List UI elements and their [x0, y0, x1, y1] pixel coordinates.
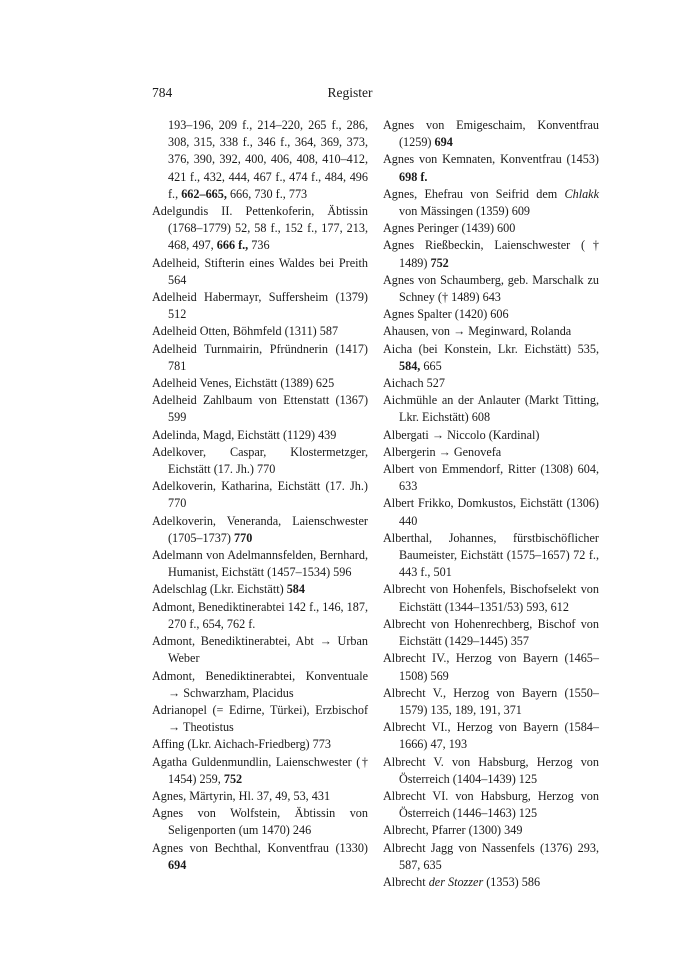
entry-text-after: 665	[420, 358, 442, 373]
entry-bold-page: 694	[434, 135, 453, 150]
entry-bold-page: 770	[234, 530, 253, 545]
entry-text: Agnes von Kemnaten, Konventfrau (1453)	[383, 152, 599, 167]
index-entry	[152, 478, 368, 512]
entry-text: Albert Frikko, Domkustos, Eichstätt (1306) 440	[383, 496, 599, 528]
index-entry	[383, 874, 599, 891]
index-entry	[383, 444, 599, 461]
index-entry	[383, 323, 599, 340]
entry-bold-page: 584,	[399, 358, 421, 373]
index-entry	[152, 203, 368, 255]
entry-text: Adelinda, Magd, Eichstätt (1129) 439	[152, 427, 337, 442]
index-entry	[383, 840, 599, 874]
index-entry	[152, 754, 368, 788]
entry-text: Alberthal, Johannes, fürstbischöflicher Baumeister, Eichstätt (1575–1657) 72 f., 443 f., 501	[383, 530, 599, 580]
index-entry	[152, 392, 368, 426]
index-entry	[383, 341, 599, 375]
index-entry	[383, 272, 599, 306]
index-entry	[383, 754, 599, 788]
entry-text: Affing (Lkr. Aichach-Friedberg) 773	[152, 737, 331, 752]
entry-text: Adelgundis II. Pettenkoferin, Äbtissin (1768–1779) 52, 58 f., 152 f., 177, 213, 468, 497,	[152, 204, 368, 253]
entry-bold-page: 662–665,	[181, 186, 227, 201]
index-entry	[152, 341, 368, 375]
index-entry	[152, 547, 368, 581]
entry-text: Admont, Benediktinerabtei, Konventuale → Schwarzham, Placidus	[152, 668, 368, 700]
entry-text: Albrecht V. von Habsburg, Herzog von Österreich (1404–1439) 125	[383, 754, 599, 786]
entry-bold-page: 752	[223, 771, 243, 786]
entry-text-after: (1353) 586	[483, 874, 541, 889]
entry-text: Adelheid, Stifterin eines Waldes bei Preith 564	[152, 255, 368, 287]
running-head: Register	[327, 85, 373, 100]
entry-text: Agnes von Schaumberg, geb. Marschalk zu Schney († 1489) 643	[383, 272, 599, 305]
entry-italic-name: Chlakk	[564, 186, 599, 201]
entry-text-after: 666, 730 f., 773	[226, 186, 308, 201]
entry-text: Agnes Peringer (1439) 600	[383, 221, 516, 236]
index-entry	[152, 427, 368, 444]
entry-italic-name: der Stozzer	[428, 874, 484, 889]
index-entry	[152, 375, 368, 392]
entry-text: Agnes Spalter (1420) 606	[383, 307, 509, 322]
index-entry	[152, 840, 368, 874]
entry-text-after: von Mässingen (1359) 609	[399, 204, 531, 219]
index-entry	[152, 702, 368, 736]
index-entry	[383, 788, 599, 822]
index-entry	[383, 117, 599, 151]
entry-text: Aichach 527	[383, 376, 445, 391]
entry-text: Agnes Rießbeckin, Laienschwester († 1489)	[383, 238, 599, 270]
entry-text: Agnes, Märtyrin, Hl. 37, 49, 53, 431	[152, 788, 331, 803]
index-entry	[152, 444, 368, 478]
index-entry	[383, 581, 599, 615]
index-entry	[152, 633, 368, 667]
entry-text: Albrecht	[383, 874, 429, 889]
index-entry	[383, 237, 599, 271]
entry-text: Adelkoverin, Katharina, Eichstätt (17. Jh.) 770	[152, 479, 368, 511]
page-number: 784	[152, 85, 173, 100]
index-entry	[383, 530, 599, 582]
entry-text: Adelschlag (Lkr. Eichstätt)	[152, 582, 287, 597]
index-entry	[383, 616, 599, 650]
entry-text: Albrecht, Pfarrer (1300) 349	[383, 823, 523, 838]
entry-text: Adelheid Otten, Böhmfeld (1311) 587	[152, 324, 339, 339]
entry-text: Adelheid Turnmairin, Pfründnerin (1417) 781	[152, 341, 368, 373]
entry-bold-page: 666 f.,	[216, 238, 249, 253]
index-entry	[152, 581, 368, 598]
entry-text: Albrecht von Hohenrechberg, Bischof von Eichstätt (1429–1445) 357	[383, 616, 599, 649]
index-entry	[152, 668, 368, 702]
entry-text: Ahausen, von → Meginward, Rolanda	[383, 324, 572, 339]
index-entry	[152, 323, 368, 340]
entry-text: Agnes von Bechthal, Konventfrau (1330)	[152, 840, 368, 855]
entry-text: Albrecht VI., Herzog von Bayern (1584–1666) 47, 193	[383, 720, 599, 752]
entry-text: Admont, Benediktinerabtei, Abt → Urban Weber	[152, 634, 368, 666]
entry-text: Agnes von Emigeschaim, Konventfrau (1259)	[383, 118, 599, 150]
entry-text: Albrecht V., Herzog von Bayern (1550–1579) 135, 189, 191, 371	[383, 685, 599, 717]
entry-text: Adelkover, Caspar, Klostermetzger, Eichstätt (17. Jh.) 770	[152, 444, 368, 477]
entry-text: Agnes von Wolfstein, Äbtissin von Seligenporten (um 1470) 246	[152, 806, 368, 838]
entry-text: Aichmühle an der Anlauter (Markt Titting, Lkr. Eichstätt) 608	[383, 393, 599, 425]
entry-bold-page: 584	[286, 582, 305, 597]
entry-text: Adrianopel (= Edirne, Türkei), Erzbischof → Theotistus	[152, 702, 368, 735]
right-column	[383, 117, 599, 891]
index-entry	[383, 186, 599, 220]
index-entry	[152, 736, 368, 753]
entry-text: Admont, Benediktinerabtei 142 f., 146, 187, 270 f., 654, 762 f.	[152, 599, 368, 631]
index-entry	[152, 805, 368, 839]
index-entry	[383, 650, 599, 684]
entry-bold-page: 694	[168, 857, 187, 872]
entry-text: Agnes, Ehefrau von Seifrid dem	[383, 186, 565, 201]
index-entry	[152, 513, 368, 547]
index-entry	[383, 427, 599, 444]
entry-text: Albrecht IV., Herzog von Bayern (1465–1508) 569	[383, 651, 599, 683]
entry-text: Albert von Emmendorf, Ritter (1308) 604, 633	[383, 462, 599, 494]
entry-text: Adelheid Zahlbaum von Ettenstatt (1367) 599	[152, 393, 368, 425]
entry-text: Albergati → Niccolo (Kardinal)	[383, 427, 540, 442]
index-entry	[383, 375, 599, 392]
index-entry	[152, 289, 368, 323]
index-entry	[383, 719, 599, 753]
index-entry	[152, 599, 368, 633]
entry-text: Albergerin → Genovefa	[383, 444, 502, 459]
entry-text: Aicha (bei Konstein, Lkr. Eichstätt) 535,	[383, 341, 599, 356]
entry-text: Adelheid Habermayr, Suffersheim (1379) 512	[152, 290, 368, 322]
entry-bold-page: 752	[430, 255, 449, 270]
entry-text: Adelkoverin, Veneranda, Laienschwester (1705–1737)	[152, 513, 368, 545]
index-entry	[152, 255, 368, 289]
entry-text: Adelheid Venes, Eichstätt (1389) 625	[152, 376, 335, 391]
entry-text: Agatha Guldenmundlin, Laienschwester († 1454) 259,	[152, 754, 368, 786]
index-entry	[383, 495, 599, 529]
index-entry	[383, 822, 599, 839]
index-entry	[383, 220, 599, 237]
entry-text: Adelmann von Adelmannsfelden, Bernhard, Humanist, Eichstätt (1457–1534) 596	[152, 548, 368, 580]
entry-text: Albrecht VI. von Habsburg, Herzog von Österreich (1446–1463) 125	[383, 788, 599, 821]
index-entry	[383, 306, 599, 323]
entry-bold-page: 698 f.	[399, 169, 428, 184]
index-entry	[383, 461, 599, 495]
index-entry	[383, 685, 599, 719]
entry-text: Albrecht von Hohenfels, Bischofselekt von Eichstätt (1344–1351/53) 593, 612	[383, 582, 599, 614]
index-entry	[152, 117, 368, 203]
left-column	[152, 117, 368, 874]
index-entry	[383, 151, 599, 185]
entry-text-after: 736	[248, 238, 270, 253]
entry-text: 193–196, 209 f., 214–220, 265 f., 286, 308, 315, 338 f., 346 f., 364, 369, 373, 376, 390, 392, 400, 406, 408, 410–412, 421 f., 432, 444, 467 f., 474 f., 484, 496 f.,	[168, 118, 368, 201]
entry-text: Albrecht Jagg von Nassenfels (1376) 293, 587, 635	[383, 840, 599, 872]
index-entry	[152, 788, 368, 805]
index-entry	[383, 392, 599, 426]
